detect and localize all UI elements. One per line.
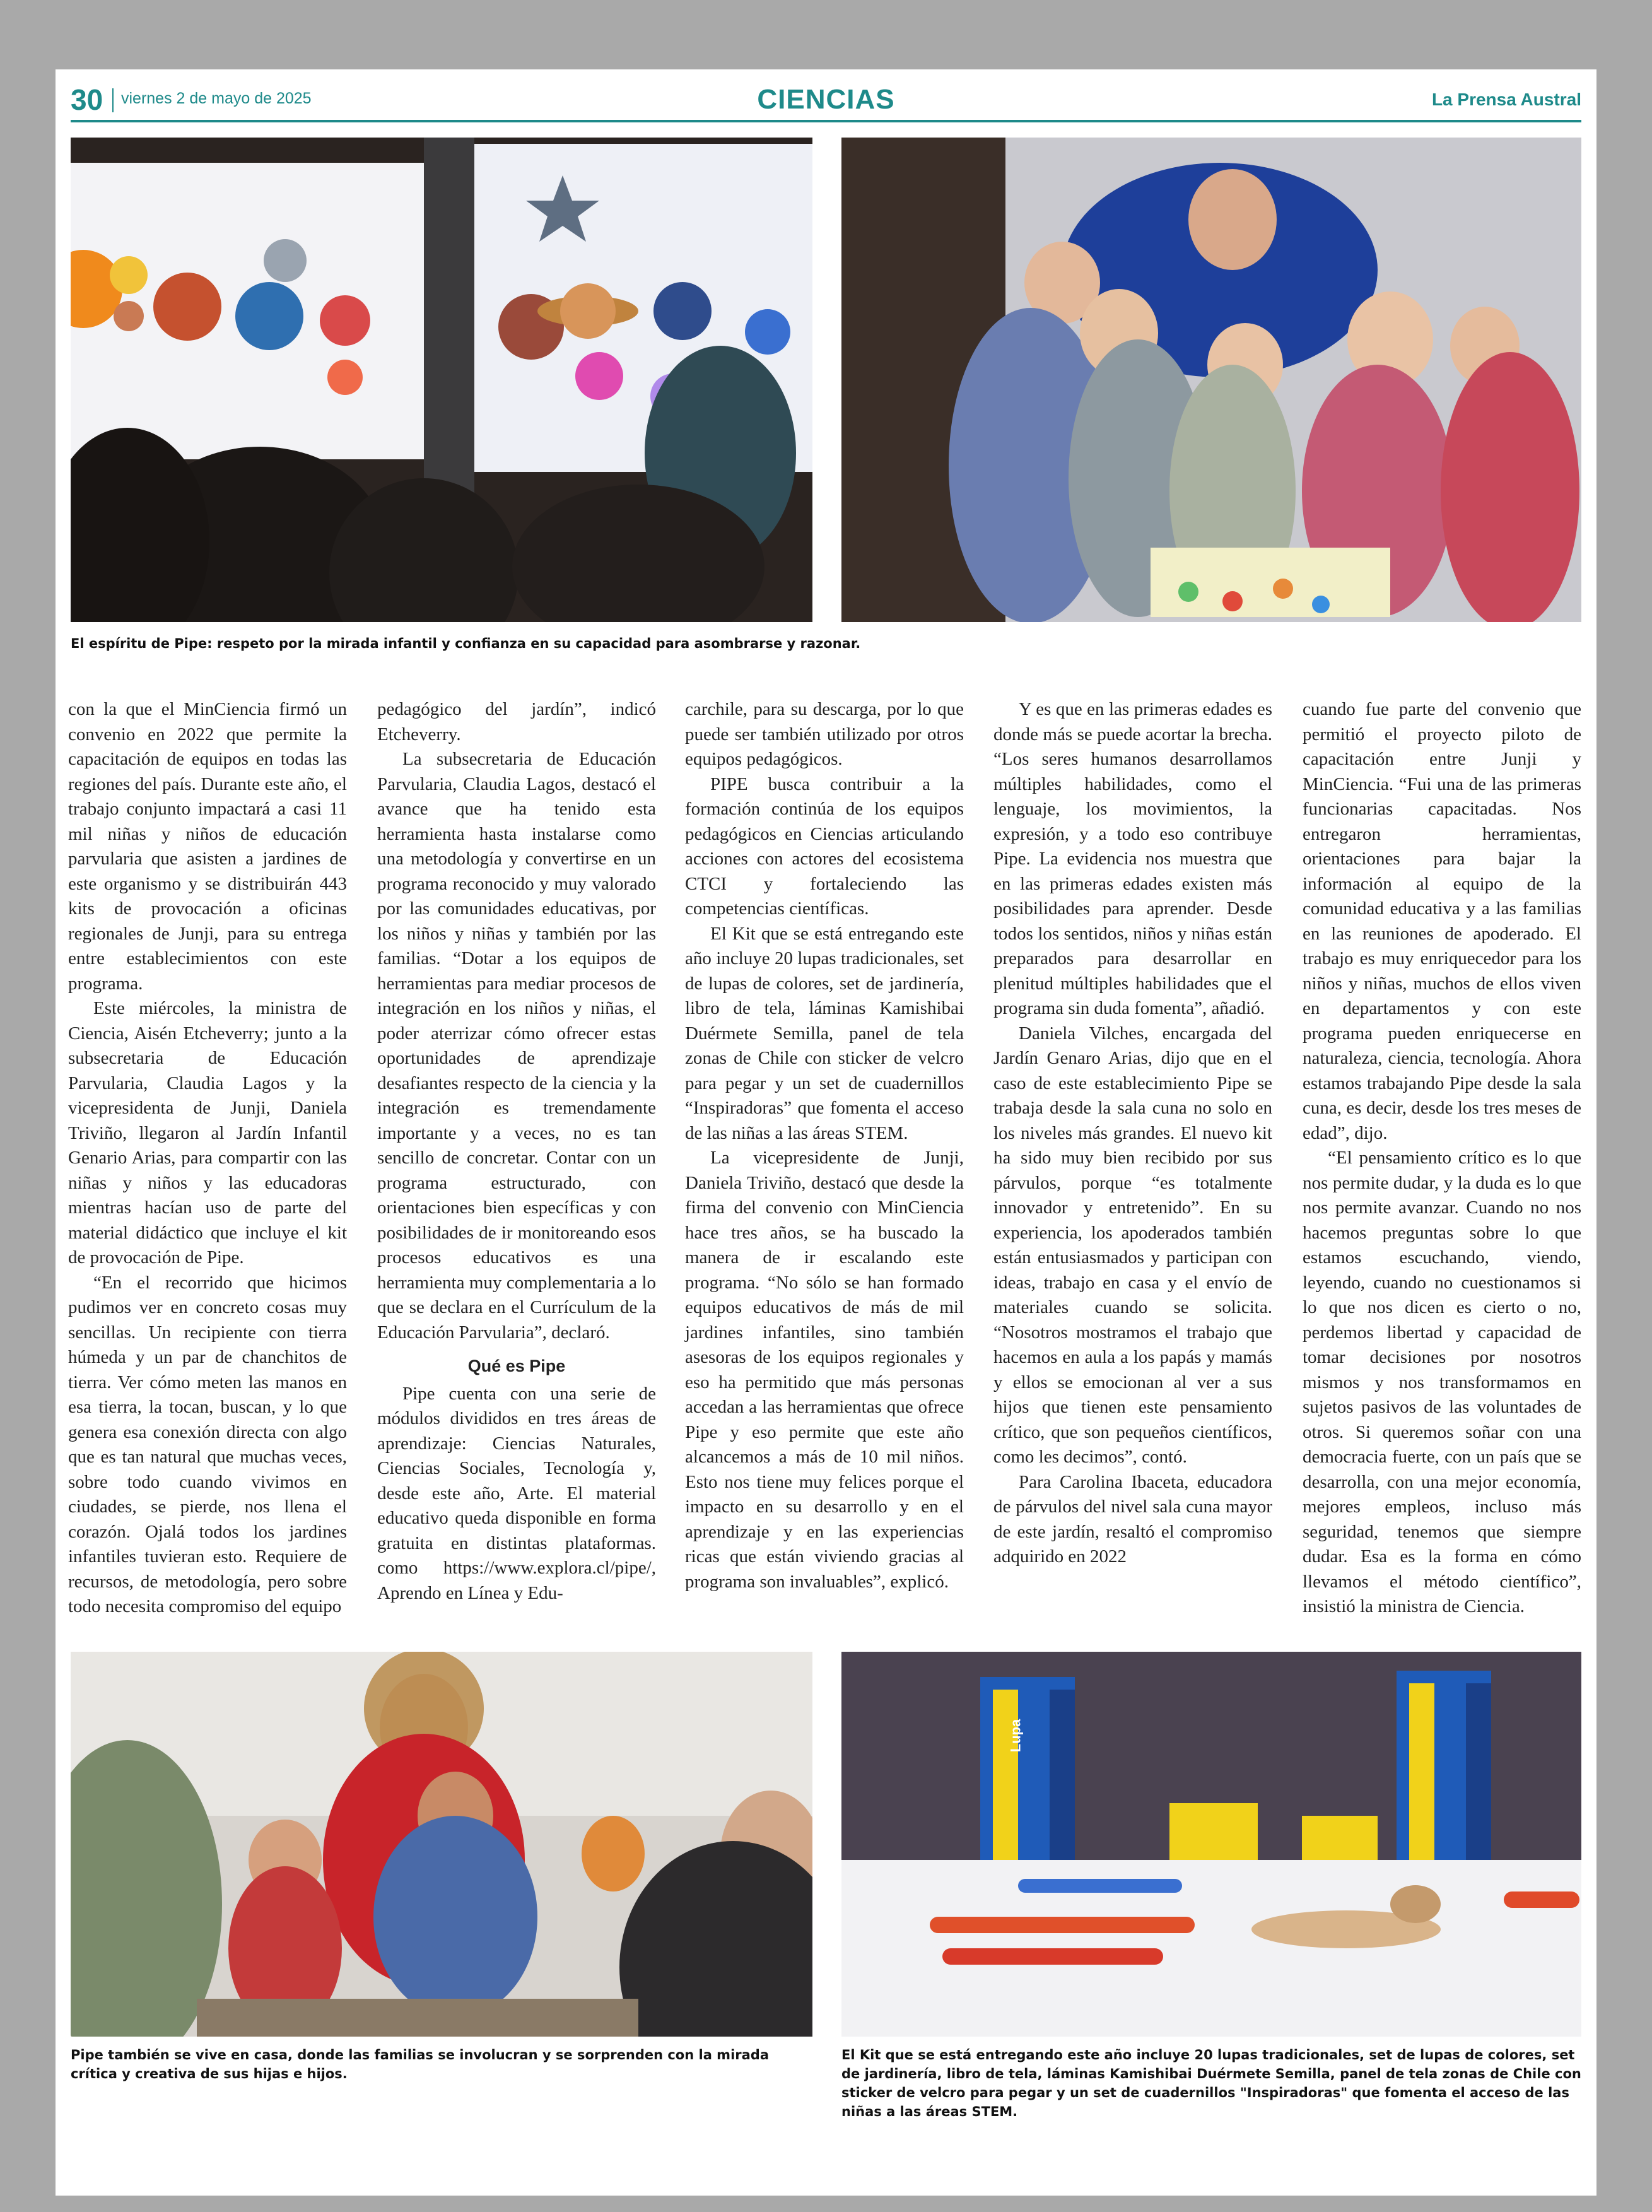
- paragraph: carchile, para su descarga, por lo que puede ser también utilizado por otros equipos pedagógicos.: [685, 699, 964, 769]
- article-column-1: [68, 697, 347, 1620]
- paragraph: La subsecretaria de Educación Parvularia, Claudia Lagos, destacó el avance que ha tenido esta herramienta hasta instalarse como una metodología y convertirse en un programa reconocido y muy valorado por las comunidades educativas, por los niños y niñas y también por las familias. “Dotar a los equipos de herramientas para mediar procesos de integración en los niños y niñas, el poder aterrizar cómo ofrecer estas oportunidades de aprendizaje desafiantes respecto de la ciencia y la integración es tremendamente importante y a veces, no es tan sencillo de concretar. Contar con un programa estructurado, con orientaciones bien específicas y con posibilidades de ir monitoreando esos procesos educativos es una herramienta muy complementaria a lo que se declara en el Currículum de la Educación Parvularia”, declaró.: [377, 749, 656, 1343]
- caption-bottom-right: El Kit que se está entregando este año incluye 20 lupas tradicionales, set de lupas de colores, set de jardinería, libro de tela, láminas Kamishibai Duérmete Semilla, panel de tela zonas de Chile con sticker de velcro para pegar y un set de cuadernillos "Inspiradoras" que fomenta el acceso de las niñas a las áreas STEM.: [841, 2047, 1581, 2119]
- paragraph: con la que el MinCiencia firmó un convenio en 2022 que permite la capacitación de equipos en todas las regiones del país. Durante este año, el trabajo conjunto impactará a casi 11 mil niñas y niños de educación parvularia que asisten a jardines de este organismo y se distribuirán 443 kits de provocación a oficinas regionales de Junji, para su entrega entre establecimientos con este programa.: [68, 699, 347, 994]
- photo-teacher-children: [841, 138, 1581, 622]
- article-column-2: [377, 697, 656, 1606]
- paragraph: Y es que en las primeras edades es donde más se puede acortar la brecha. “Los seres humanos desarrollamos múltiples habilidades, como el lenguaje, los movimientos, la expresión, y a todo eso contribuye Pipe. La evidencia nos muestra que en las primeras edades existen más posibilidades para aprender. Desde todos los sentidos, niños y niñas están preparados para desarrollar en plenitud múltiples habilidades que el programa sin duda fomenta”, añadió.: [993, 699, 1272, 1018]
- paragraph: La vicepresidente de Junji, Daniela Triviño, destacó que desde la firma del convenio con MinCiencia hace tres años, se ha buscado la manera de ir escalando este programa. “No sólo se han formado equipos educativos de más de mil jardines infantiles, sino también asesoras de los equipos regionales y eso ha permitido que más personas accedan a las herramientas que ofrece Pipe y eso permite que este año alcancemos a más de 10 mil niños. Esto nos tiene muy felices porque el impacto en su desarrollo y en el aprendizaje y en las experiencias ricas que están viviendo gracias al programa son invaluables”, explicó.: [685, 1148, 964, 1592]
- paragraph: “El pensamiento crítico es lo que nos permite dudar, y la duda es lo que nos permite avanzar. Cuando no nos hacemos preguntas sobre lo que estamos escuchando, viendo, leyendo, cuando no cuestionamos si lo que nos dicen es cierto o no, perdemos libertad y capacidad de tomar decisiones por nosotros mismos y nos transformamos en sujetos pasivos de las voluntades de otros. Si queremos soñar con una democracia fuerte, con un país que se desarrolla, con una mejor economía, mejores empleos, incluso más seguridad, tenemos que siempre dudar. Esa es la forma en cómo llevamos el método científico”, insistió la ministra de Ciencia.: [1303, 1148, 1581, 1616]
- paragraph: El Kit que se está entregando este año incluye 20 lupas tradicionales, set de lupas de colores, set de jardinería, libro de tela, láminas Kamishibai Duérmete Semilla, panel de tela zonas de Chile con sticker de velcro para pegar y un set de cuadernillos “Inspiradoras” que fomenta el acceso de las niñas a las áreas STEM.: [685, 923, 964, 1143]
- photo-kit-materials: [841, 1652, 1581, 2037]
- newspaper-page: [56, 69, 1596, 2196]
- page-number: 30: [71, 83, 103, 116]
- article-column-3: [685, 697, 964, 1594]
- page-header: [71, 83, 1581, 122]
- paragraph: Este miércoles, la ministra de Ciencia, Aisén Etcheverry; junto a la subsecretaria de Educación Parvularia, Claudia Lagos y la vicepresidenta de Junji, Daniela Triviño, llegaron al Jardín Infantil Genario Arias, para compartir con las niñas y niños y las educadoras mientras hacían uso de parte del material didáctico que incluye el kit de provocación de Pipe.: [68, 998, 347, 1268]
- paragraph: cuando fue parte del convenio que permitió el proyecto piloto de capacitación entre Junji y MinCiencia. “Fui una de las primeras funcionarias capacitadas. Nos entregaron herramientas, orientaciones para bajar la información al equipo de la comunidad educativa y a las familias en las reuniones de apoderado. El trabajo es muy enriquecedor para los niños y niñas, muchos de ellos viven en departamentos y con este programa pueden enriquecerse en naturaleza, ciencia, tecnología. Ahora estamos trabajando Pipe desde la sala cuna, es decir, desde los tres meses de edad”, dijo.: [1303, 699, 1581, 1143]
- section-title: CIENCIAS: [757, 84, 895, 115]
- paragraph: “En el recorrido que hicimos pudimos ver en concreto cosas muy sencillas. Un recipiente con tierra húmeda y un par de chanchitos de tierra. Ver cómo meten las manos en esa tierra, la tocan, buscan, y lo que genera esa conexión directa con algo que es tan natural que muchas veces, sobre todo cuando vivimos en ciudades, se pierde, nos llena el corazón. Ojalá todos los jardines infantiles tuvieran esto. Requiere de recursos, de metodología, pero sobre todo necesita compromiso del equipo: [68, 1272, 347, 1616]
- photo-family-activity: [71, 1652, 812, 2037]
- caption-top: El espíritu de Pipe: respeto por la mirada infantil y confianza en su capacidad para asombrarse y razonar.: [71, 636, 861, 651]
- issue-date: viernes 2 de mayo de 2025: [121, 90, 312, 107]
- caption-bottom-left: Pipe también se vive en casa, donde las familias se involucran y se sorprenden con la mirada crítica y creativa de sus hijas e hijos.: [71, 2047, 769, 2081]
- newspaper-name: La Prensa Austral: [1431, 90, 1581, 109]
- lupa-box-label: Lupa: [1007, 1719, 1024, 1753]
- article-column-4: [993, 697, 1272, 1570]
- paragraph: Para Carolina Ibaceta, educadora de párvulos del nivel sala cuna mayor de este jardín, resaltó el compromiso adquirido en 2022: [993, 1471, 1272, 1567]
- paragraph: pedagógico del jardín”, indicó Etcheverry.: [377, 699, 656, 744]
- article-column-5: [1303, 697, 1581, 1620]
- paragraph: PIPE busca contribuir a la formación continúa de los equipos pedagógicos en Ciencias articulando acciones con actores del ecosistema CTCI y fortaleciendo las competencias científicas.: [685, 774, 964, 919]
- photo-planets-lightbox: [71, 138, 812, 622]
- paragraph: Pipe cuenta con una serie de módulos divididos en tres áreas de aprendizaje: Ciencias Naturales, Ciencias Sociales, Tecnología y, desde este año, Arte. El material educativo queda disponible en forma gratuita en distintas plataformas. como https://www.explora.cl/pipe/, Aprendo en Línea y Edu-: [377, 1383, 656, 1603]
- subheading: Qué es Pipe: [467, 1356, 566, 1375]
- paragraph: Daniela Vilches, encargada del Jardín Genaro Arias, dijo que en el caso de este establecimiento Pipe se trabaja desde la sala cuna no solo en los niveles más grandes. El nuevo kit ha sido muy bien recibido por sus párvulos, porque “es totalmente innovador y entretenido”. En su experiencia, los apoderados también están entusiasmados y participan con ideas, trabajo en casa y el envío de materiales cuando se solicita. “Nosotros mostramos el trabajo que hacemos en aula a los papás y mamás y ellos se emocionan al ver a sus hijos que tienen este pensamiento crítico, que son pequeños científicos, como les decimos”, contó.: [993, 1023, 1272, 1467]
